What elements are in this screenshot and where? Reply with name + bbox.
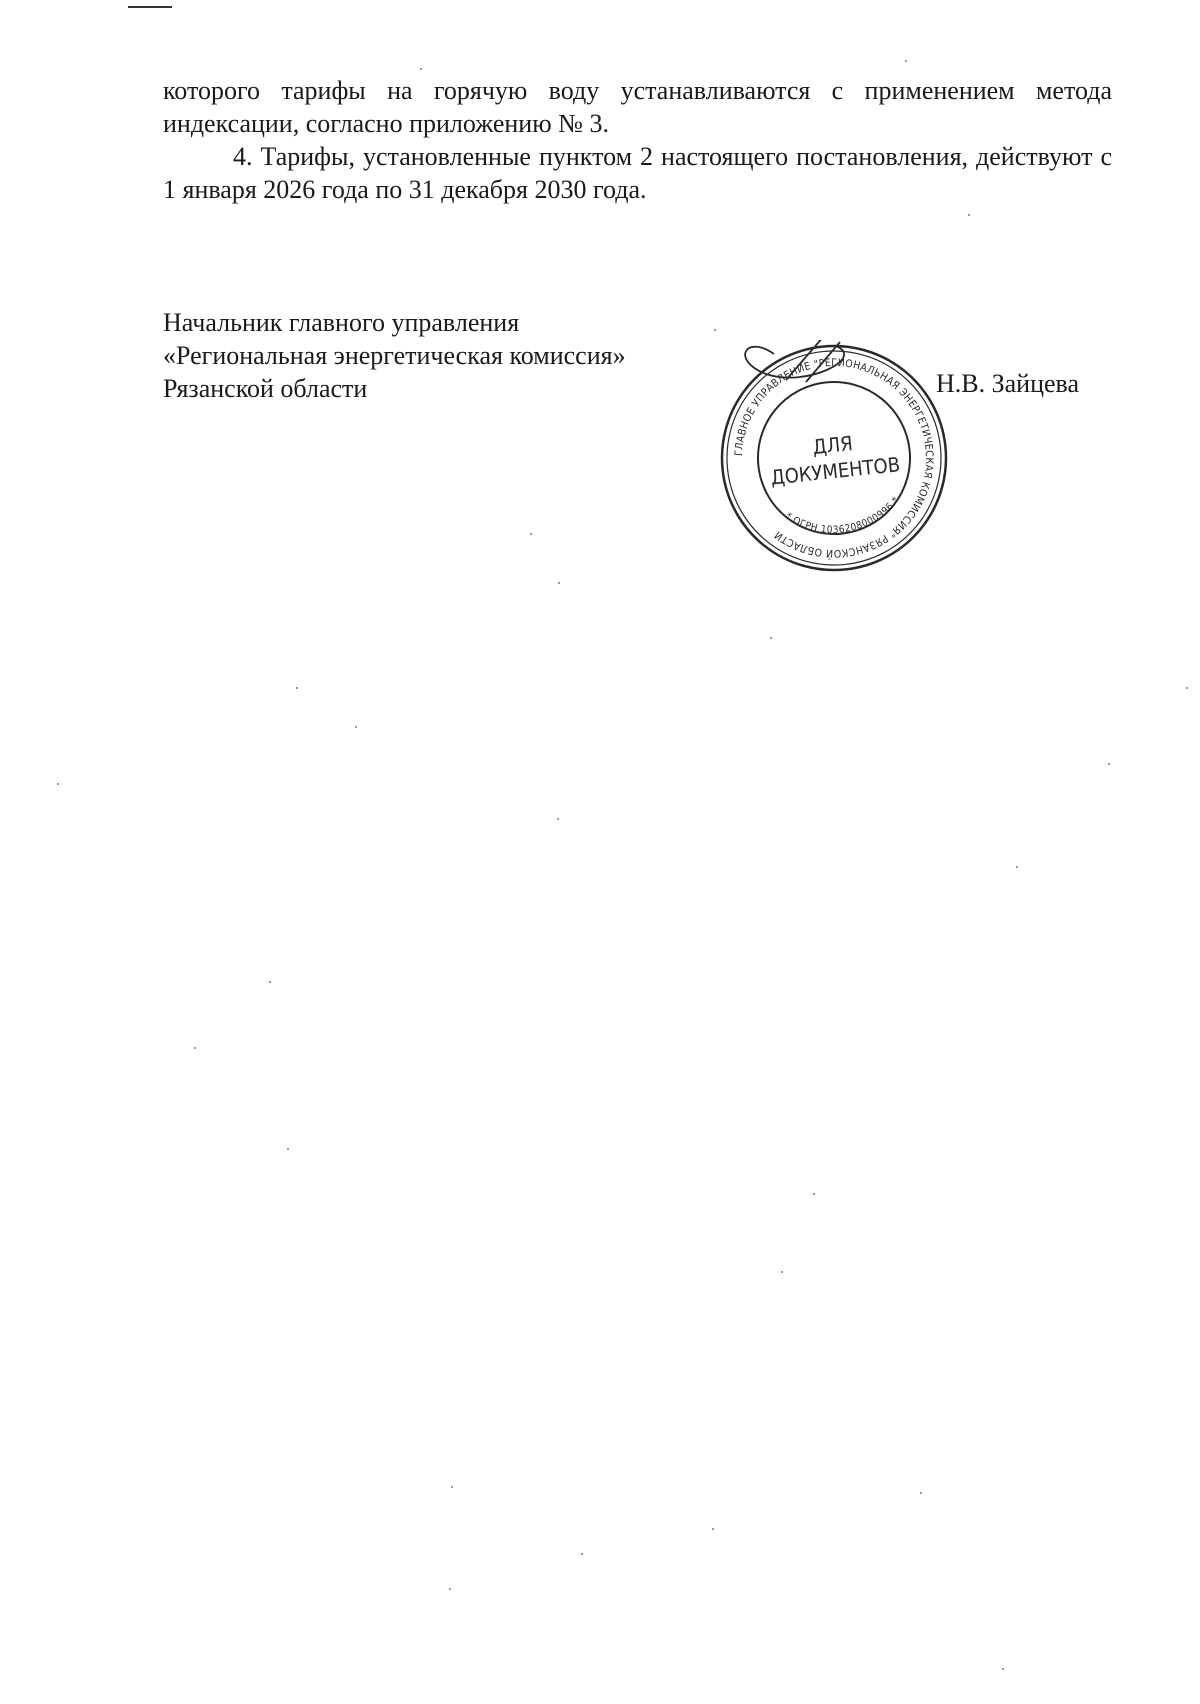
stamp-outer-ring	[716, 340, 952, 576]
signature-position	[163, 306, 626, 405]
paragraph-item-4: 4. Тарифы, установленные пунктом 2 настоящего постановления, действуют с 1 января 2026 года по 31 декабря 2030 года.	[163, 142, 1112, 204]
stamp-ogrn-text: * ОГРН 1036208000996 *	[783, 495, 902, 536]
page-edge-mark	[128, 6, 172, 8]
paragraph-continuation: которого тарифы на горячую воду устанавливаются с применением метода индексации, согласно приложению № 3.	[163, 76, 1112, 138]
signer-name: Н.В. Зайцева	[936, 369, 1080, 398]
official-seal-stamp	[716, 340, 952, 576]
stamp-center-text-line1: ДЛЯ	[811, 431, 854, 460]
signature-position-line: Начальник главного управления	[163, 308, 520, 337]
signature-position-line: «Региональная энергетическая комиссия»	[163, 341, 626, 370]
stamp-outer-ring-inner	[716, 340, 951, 575]
stamp-ring-text: ГЛАВНОЕ УПРАВЛЕНИЕ "РЕГИОНАЛЬНАЯ ЭНЕРГЕТИЧЕСКАЯ КОМИССИЯ" РЯЗАНСКОЙ ОБЛАСТИ	[732, 356, 936, 560]
stamp-center-text-line2: ДОКУМЕНТОВ	[769, 452, 902, 490]
signature-position-line: Рязанской области	[163, 374, 368, 403]
document-body	[163, 74, 1112, 206]
